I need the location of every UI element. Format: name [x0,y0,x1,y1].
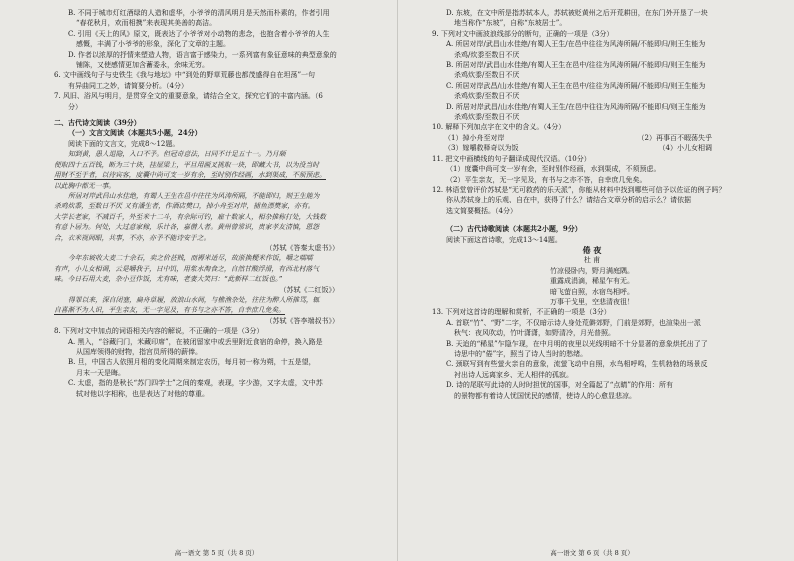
passage-line: 今年东坡收大麦二十余石，卖之价甚贱，而褥米适尽，故浙换粳米作饭，嚼之嚅嚅 [68,254,313,263]
option-line: 轼对他以字相称，也是表达了对他的尊重。 [76,389,209,398]
passage-line: 杀鸡炊黍，至数日不厌 又有潘生者，作酒店樊口，掉小舟至对岸，捕鱼漂樊家，亦有。 [54,202,315,211]
passage-line: 得罪以来，深自闭塞，扁舟草履，放浪山水间，与樵渔杂处，往往为醉人所推骂，辄 [68,295,320,304]
reading-instruction: 阅读下面这首诗歌，完成13～14题。 [446,235,562,244]
question-12: 12. 林语堂曾评价苏轼是“无可救药的乐天派”，你能从材料中找到哪些可信予以佐证的例子吗？ [432,185,726,194]
passage-line: 便取四十五百钱，断为三十块，挂屋梁上，平旦用画叉挑取一块，即藏大书，以为没当时 [54,160,320,169]
answer-row [432,143,752,153]
item: （2）再事百不暇荡失乎 [637,133,712,142]
question-6: 6. 文中画线句子与史铁生《我与地坛》中“到处的野草荒藤也都茂盛得自在坦荡”一句 [54,71,316,80]
poem-line: 暗飞萤自照，水宿鸟相呼。 [550,287,634,296]
option-line: A. 首联“竹”、“野”二字，不仅暗示诗人身处荒僻郊野，门前是郊野，也渲染出一派 [446,318,701,327]
poem-author: 杜 甫 [583,256,601,265]
item: （4）小儿女相调 [658,144,712,153]
passage-line: 以此胸中都无一事。 [54,181,116,190]
item-line: （1）度囊中尚可支一岁有余，至时别作经画，水到渠成，不须预虑。 [446,165,661,174]
option-line: 的景物都有着诗人忧国忧民的感情，使诗人的心愈显悲凉。 [454,391,636,400]
subsection-heading: （一）文言文阅读（本题共5小题，24分） [68,128,202,138]
text-line: D. 作者以浓厚的抒情来塑造人物，语言富于感染力，一系列富有象征意味的典型意象的 [68,50,337,59]
underlined-sentence: 自喜渐不为人识，平生亲友，无一字见及，有书与之亦不答，自幸庶几免矣。 [54,306,286,315]
text-line: 分） [68,102,82,111]
underlined-sentence: 用财不至于者，以待宾客，度囊中尚可支一岁有余，至时别作经画，水到渠成，不须预虑。 [54,171,326,180]
question-9: 9. 下列对文中画波浪线部分的断句，正确的一项是（3分） [432,29,614,38]
option-line: B. 天迨的“稀星”乍隐乍现，在中月明的夜里以光线明暗不十分显著的意象烘托出了了 [446,339,708,348]
question-10: 10. 解释下列加点字在文中的含义。（4分） [432,123,566,132]
option-line: 从国库领得的财物，指宫员所得的薪俸。 [76,348,202,356]
option-line: 地当称作“东坡”，自称“东坡居士”。 [454,19,567,28]
option-line: C. 太虚，指的是秋长“苏门四学士”之间的秦观，表现，字少游，又字太虚，文中苏 [68,379,323,388]
option-line: D. 诗的尾联写此诗的人时时担忧的国事，对全篇起了“点睛”的作用：所有 [446,381,673,390]
option-line: 秋气：夜风吹动，竹叶潇潇，如野清冷，月光普照。 [454,329,615,338]
page-gutter [397,0,398,561]
answer-row [432,133,752,143]
option-line: D. 所居对岸武昌/山水佳绝/有蜀人王生/在邑中往往为风涛所隔/不能即归/则王生能为 [446,102,706,111]
poem-line: 重露成涓滴，稀星乍有无。 [550,277,634,286]
option-line: 衬出诗人远离家乡、无人相伴的孤寂。 [454,370,573,379]
page-footer: 高一语文 第 6 页（共 8 页） [550,548,634,557]
option-line: 月末一天是晦。 [76,368,125,377]
source-citation: （苏轼《答秦太虚书》） [265,243,339,252]
option-line: 诗思中的“倦”字，照当了诗人当时的愁绪。 [454,350,588,358]
passage-line [54,305,379,315]
page-5 [54,8,379,556]
option-line: D. 东坡，在文中所是指苏轼本人，苏轼被贬黄州之后开荒耕田，在东门外开垦了一块 [446,9,708,17]
poem-line: 竹凉侵卧内，野月满庭隅。 [550,266,634,275]
text-line: B. 不同于城市灯红酒绿的人造和虚华，小爷爷的清风明月是天然而朴素的，作者引用 [68,9,330,17]
section-heading: 二、古代诗文阅读（39分） [54,118,141,128]
item: （1）掉小舟至对岸 [444,133,505,142]
reading-instruction: 阅读下面的文言文，完成8～12题。 [68,139,180,148]
question-11: 11. 把文中画横线的句子翻译成现代汉语。（10分） [432,154,591,163]
source-citation: （苏轼《二红饭》） [279,285,339,294]
page-6 [432,8,752,556]
subsection-heading: （二）古代诗歌阅读（本题共2小题，9分） [446,224,582,234]
option-line: A. 所居对岸/武昌山水佳绝/有蜀人王生/在邑中往往为风涛所隔/不能即归/则王生能为 [446,40,706,49]
option-line: 杀鸡炊黍/至数日不厌 [454,113,520,122]
text-line: 选文简要概括。（4分） [446,206,517,215]
poem-line: 万事干戈里，空悲清夜徂！ [550,297,634,306]
option-line: B. 旦，中国古人依照月相的变化周期来制定农历，每月初一称为朔，十五是望， [68,358,316,367]
passage-line: 合，衣米视间眼，共事，不亦，亦予不能诗安于之。 [54,233,211,242]
item: （3）嫁嚼救释奇以为饭 [444,144,519,153]
text-line: 铺陈，又使感情更加含蓄委永，余味无穷。 [76,61,209,70]
option-line: C. 所居对岸武昌/山水佳绝/有蜀人王生在邑中/往往为风涛所隔/不能即归/则王生能为 [446,81,706,90]
source-citation: （苏轼《答李端叔书》） [265,316,339,325]
passage-line: 所居对岸武昌山水佳绝，有蜀人王生在邑中往往为风涛所隔，不能即归，则王生能为 [68,191,320,200]
item-line: （2）平生亲友，无一字见及，有书与之亦不答，自幸庶几免矣。 [446,175,647,184]
question-7: 7. 风旧、浴风与明月，是贯穿全文的重要意象，请结合全文，探究它们的丰富内涵。（6 [54,92,323,101]
option-line: A. 黑入，“谷藏闩门，米藏印席”，在被闭留家中或丢里附近食宿的命停，换入路是 [68,337,323,346]
page-footer: 高一语文 第 5 页（共 8 页） [174,548,259,557]
passage-line: 大学长老家，不减百千，外至米十二斗，有余际可钓，雇十数家人，相杂推称打处，大钱数 [54,212,326,221]
option-line: 杀鸡炊黍/至数日不厌 [454,71,520,80]
text-line: “春花秋月，欢而相携”来表现其美善的高洁。 [76,19,217,28]
option-line: C. 颈联写到有些萤火亲自的意象，流萤飞动中自照，水鸟相呼鸣，生机勃勃的场景反 [446,360,708,369]
passage-line: 有声，小儿女相调，云是嚼我子，日中饥，用浆水淘食之，自然甘酸浮滑，有西北村落气 [54,264,320,273]
passage-line: 知到黄，愚人退隐，入口不予。但冠奇意法，日同不计足五十一。乃月颇 [68,150,286,159]
passage-line: 味。今日石用大麦，杂小豆作饭，尤有味，老妻大笑曰：“此新样二红饭也。” [54,275,282,284]
question-8: 8. 下列对文中加点的词语相关内容的解说，不正确的一项是（3分） [54,327,264,336]
option-line: B. 所居对岸/武昌山水佳绝/有蜀人王生在邑中/往往为风涛所隔/不能即归/则王生能为 [446,61,706,70]
option-line: 杀鸡炊黍/至数日不厌 [454,92,520,101]
text-line: C. 引用《天上的风》原文，既表达了小爷爷对小动物的悲念，也抱含着小爷爷的人生 [68,29,330,38]
text-line: 感慨，丰满了小爷爷的形象，深化了文章的主题。 [76,40,230,49]
poem-title: 倦 夜 [582,244,602,255]
text-line: 有异曲同工之妙，请简要分析。（4分） [68,81,188,90]
text-line: 你从苏轼身上的乐观、自在中，获得了什么？请结合文章分析的启示么？请依据 [446,196,691,205]
passage-line [54,170,379,180]
passage-line: 有意卜居为。何处，大过意家稼，乐计各，嘉僧人者。黄州曾常识，贵家孝友清慎，恩怨 [54,223,320,232]
question-13: 13. 下列对这首诗的理解和赏析，不正确的一项是（3分） [432,308,611,317]
option-line: 杀鸡/炊黍至数日不厌 [454,50,520,59]
